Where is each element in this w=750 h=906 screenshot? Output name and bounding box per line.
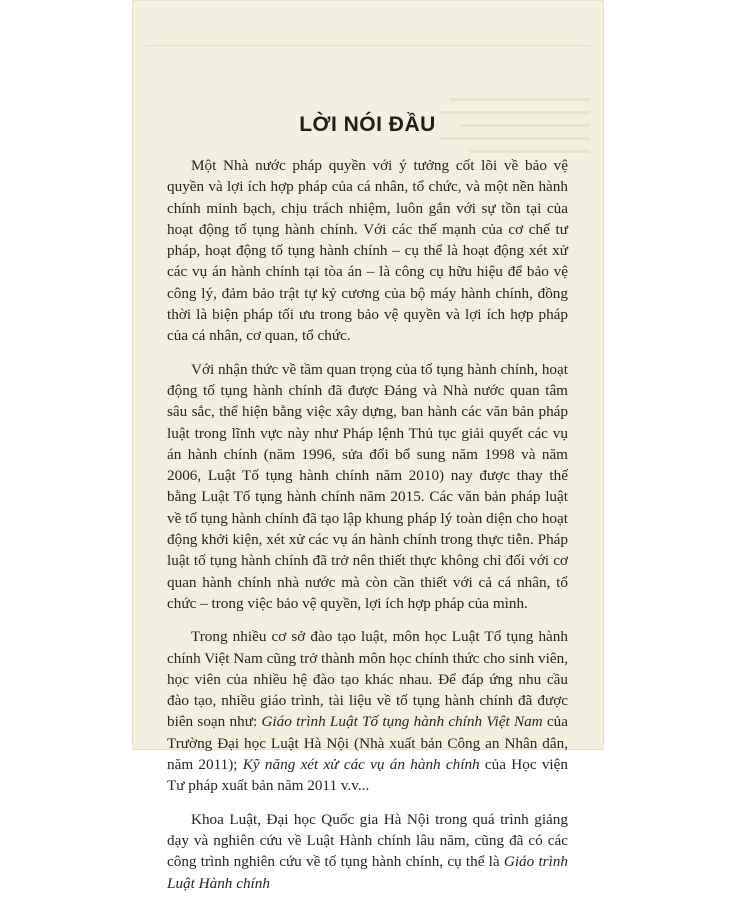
page-content	[167, 113, 568, 906]
paragraph	[167, 626, 568, 796]
text-run: của Học viện Tư pháp xuất bản năm 2011 v.v...	[167, 756, 568, 795]
italic-title: Giáo trình Luật Hành chính	[167, 853, 568, 892]
text-run: Với nhận thức về tầm quan trọng của tố tụng hành chính, hoạt động tố tụng hành chính đã được Đảng và Nhà nước quan tâm sâu sắc, thể hiện bằng việc xây dựng, ban hành các văn bản pháp luật trong lĩnh vực này như Pháp lệnh Thủ tục giải quyết các vụ án hành chính (năm 1996, sửa đổi bổ sung năm 1998 và năm 2006, Luật Tố tụng hành chính năm 2010) nay được thay thế bằng Luật Tố tụng hành chính năm 2015. Các văn bản pháp luật về tố tụng hành chính đã tạo lập khung pháp lý toàn diện cho hoạt động khởi kiện, xét xử các vụ án hành chính trong thực tiễn. Pháp luật tố tụng hành chính đã trở nên thiết thực không chỉ đối với cơ quan hành chính nhà nước mà còn cần thiết với cả cá nhân, tổ chức – trong việc bảo vệ quyền, lợi ích hợp pháp của mình.	[167, 360, 568, 612]
paragraph	[167, 809, 568, 894]
page-heading: LỜI NÓI ĐẦU	[299, 113, 436, 136]
italic-title: Giáo trình Luật Tố tụng hành chính Việt Nam	[261, 713, 543, 731]
text-run: Khoa Luật, Đại học Quốc gia Hà Nội trong quá trình giảng dạy và nghiên cứu về Luật Hành chính lâu năm, cũng đã có các công trình nghiên cứu về tố tụng hành chính, cụ thể là	[167, 810, 568, 871]
show-through-text	[146, 42, 590, 46]
text-run: Trong nhiều cơ sở đào tạo luật, môn học Luật Tố tụng hành chính Việt Nam cũng trở thành môn học chính thức cho sinh viên, học viên của nhiều hệ đào tạo khác nhau. Để đáp ứng nhu cầu đào tạo, nhiều giáo trình, tài liệu về tố tụng hành chính đã được biên soạn như:	[167, 628, 569, 731]
text-run: Một Nhà nước pháp quyền với ý tưởng cốt lõi về bảo vệ quyền và lợi ích hợp pháp của cá nhân, tổ chức, và một nền hành chính minh bạch, chịu trách nhiệm, luôn gắn với sự tồn tại của hoạt động tố tụng hành chính. Với các thế mạnh của cơ chế tư pháp, hoạt động tố tụng hành chính – cụ thể là hoạt động xét xử các vụ án hành chính tại tòa án – là công cụ hữu hiệu để bảo vệ công lý, đảm bảo trật tự kỷ cương của bộ máy hành chính, đồng thời là biện pháp tối ưu trong bảo vệ quyền và lợi ích hợp pháp của cá nhân, cơ quan, tổ chức.	[167, 157, 568, 345]
text-run: của Trường Đại học Luật Hà Nội (Nhà xuất bản Công an Nhân dân, năm 2011);	[167, 713, 568, 774]
paragraph	[167, 359, 568, 615]
paragraph	[167, 155, 568, 347]
show-through-header	[146, 42, 590, 46]
book-page	[132, 0, 604, 892]
body-text	[167, 155, 568, 894]
italic-title: Kỹ năng xét xử các vụ án hành chính	[242, 756, 480, 774]
